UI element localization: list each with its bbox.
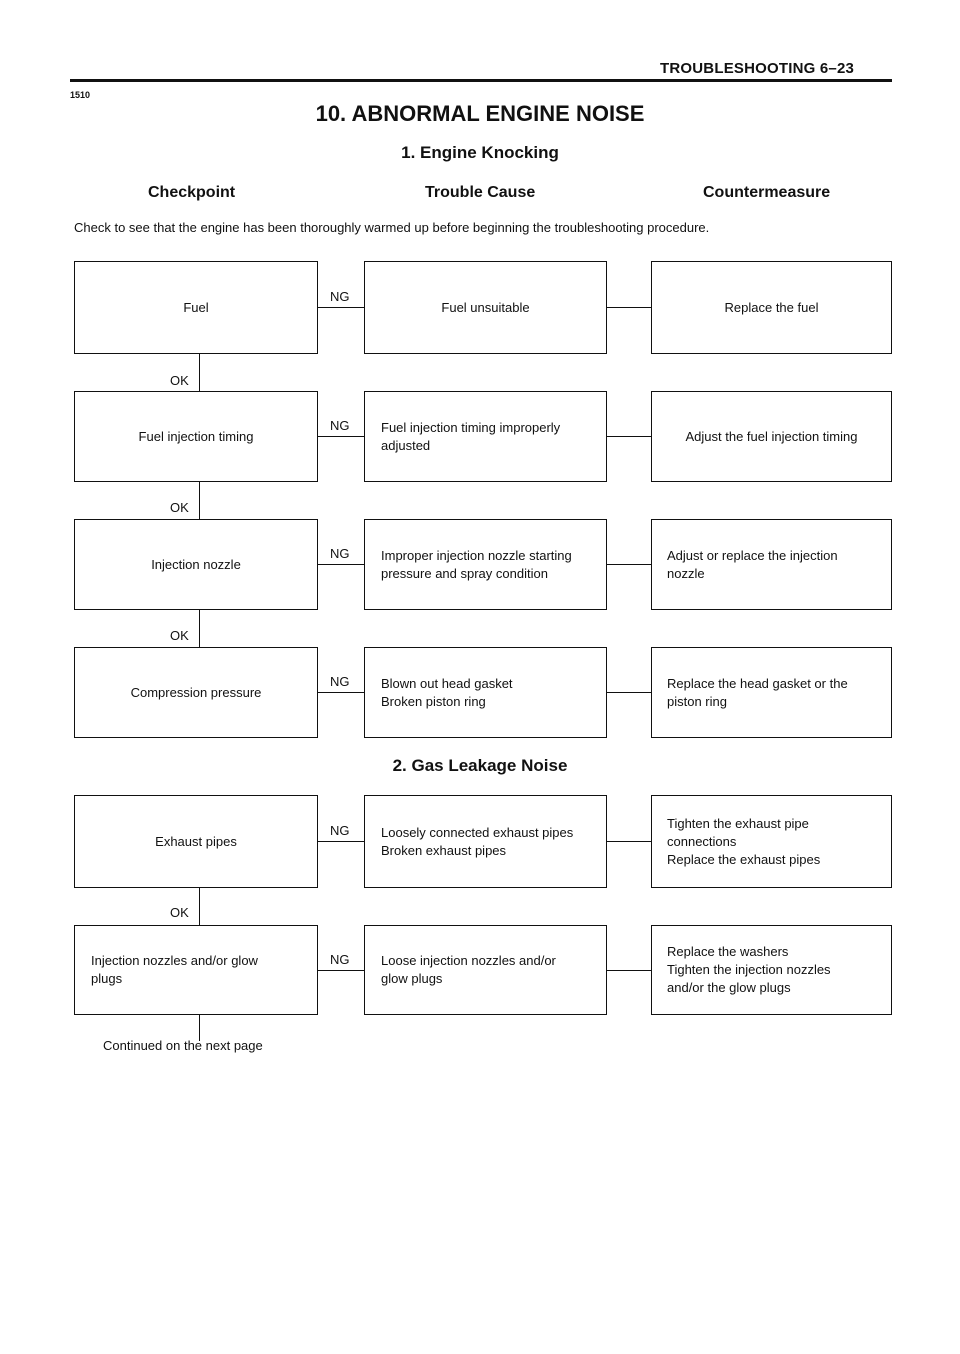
cause-connector xyxy=(607,436,651,437)
ng-label: NG xyxy=(330,952,350,967)
checkpoint-box: Exhaust pipes xyxy=(74,795,318,888)
countermeasure-box: Adjust or replace the injection nozzle xyxy=(651,519,892,610)
ng-connector xyxy=(318,307,364,308)
countermeasure-box: Replace the washers Tighten the injection nozzles and/or the glow plugs xyxy=(651,925,892,1015)
ng-label: NG xyxy=(330,674,350,689)
ok-label: OK xyxy=(170,373,189,388)
ng-connector xyxy=(318,692,364,693)
column-trouble-cause: Trouble Cause xyxy=(425,184,536,201)
cause-connector xyxy=(607,841,651,842)
checkpoint-box: Compression pressure xyxy=(74,647,318,738)
ng-label: NG xyxy=(330,418,350,433)
section-title-engine-knocking: 1. Engine Knocking xyxy=(401,143,559,162)
cause-connector xyxy=(607,307,651,308)
ng-connector xyxy=(318,436,364,437)
checkpoint-box: Injection nozzle xyxy=(74,519,318,610)
column-countermeasure: Countermeasure xyxy=(703,184,831,201)
cause-connector xyxy=(607,564,651,565)
checkpoint-box: Fuel xyxy=(74,261,318,354)
ok-label: OK xyxy=(170,905,189,920)
header-rule xyxy=(70,79,892,82)
countermeasure-box: Replace the fuel xyxy=(651,261,892,354)
ok-connector xyxy=(199,482,200,519)
checkpoint-box: Injection nozzles and/or glow plugs xyxy=(74,925,318,1015)
column-checkpoint: Checkpoint xyxy=(148,184,236,201)
ng-label: NG xyxy=(330,546,350,561)
countermeasure-box: Tighten the exhaust pipe connections Replace the exhaust pipes xyxy=(651,795,892,888)
trouble-cause-box: Loose injection nozzles and/or glow plugs xyxy=(364,925,607,1015)
ok-label: OK xyxy=(170,500,189,515)
ok-connector xyxy=(199,888,200,925)
page-title: 10. ABNORMAL ENGINE NOISE xyxy=(315,101,645,126)
ng-connector xyxy=(318,970,364,971)
countermeasure-box: Replace the head gasket or the piston ring xyxy=(651,647,892,738)
trouble-cause-box: Fuel unsuitable xyxy=(364,261,607,354)
cause-connector xyxy=(607,692,651,693)
section-title-gas-leakage-noise: 2. Gas Leakage Noise xyxy=(392,756,568,775)
ok-label: OK xyxy=(170,628,189,643)
trouble-cause-box: Loosely connected exhaust pipes Broken exhaust pipes xyxy=(364,795,607,888)
trouble-cause-box: Fuel injection timing improperly adjusted xyxy=(364,391,607,482)
countermeasure-box: Adjust the fuel injection timing xyxy=(651,391,892,482)
ok-connector xyxy=(199,610,200,647)
trouble-cause-box: Blown out head gasket Broken piston ring xyxy=(364,647,607,738)
ng-connector xyxy=(318,841,364,842)
procedure-note: Check to see that the engine has been thoroughly warmed up before beginning the troubleshooting procedure. xyxy=(74,220,710,235)
cause-connector xyxy=(607,970,651,971)
ng-connector xyxy=(318,564,364,565)
page-header: TROUBLESHOOTING 6–23 xyxy=(660,60,855,77)
continued-note: Continued on the next page xyxy=(103,1038,263,1053)
trouble-cause-box: Improper injection nozzle starting pressure and spray condition xyxy=(364,519,607,610)
ng-label: NG xyxy=(330,823,350,838)
ng-label: NG xyxy=(330,289,350,304)
checkpoint-box: Fuel injection timing xyxy=(74,391,318,482)
page-code: 1510 xyxy=(70,90,91,100)
ok-connector xyxy=(199,354,200,391)
